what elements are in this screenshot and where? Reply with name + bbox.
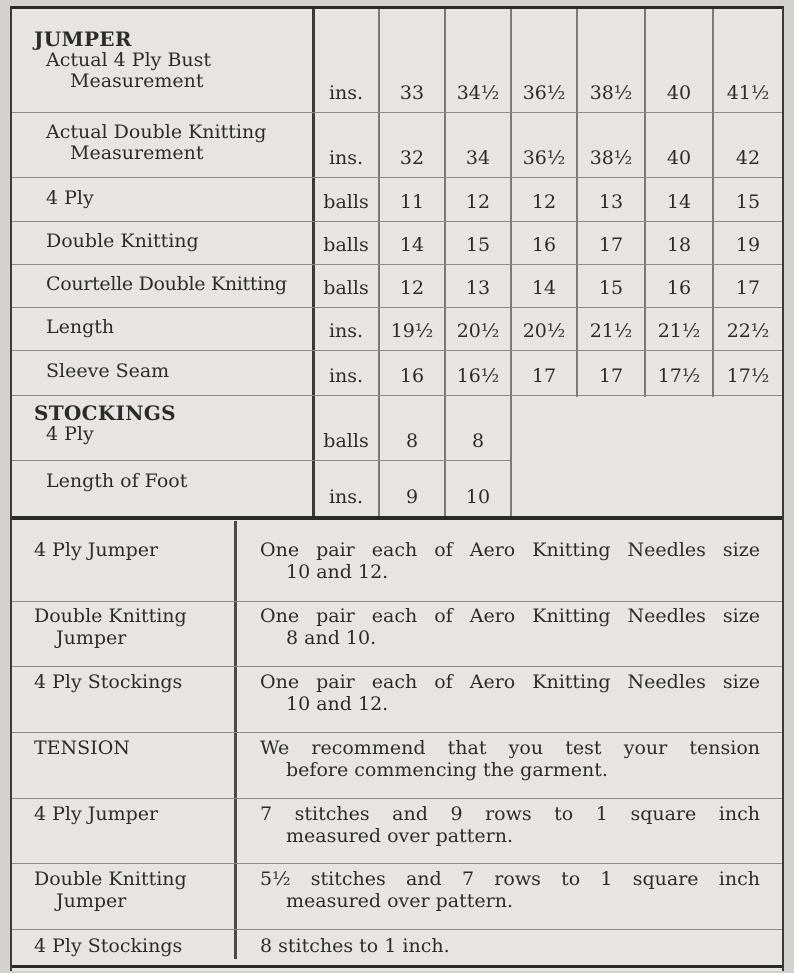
tension-text: 8 stitches to 1 inch. — [260, 935, 450, 957]
size-value: 13 — [465, 277, 491, 299]
size-value: 22½ — [726, 320, 770, 342]
size-value: 42 — [735, 147, 761, 169]
size-value: 20½ — [522, 320, 566, 342]
size-value: 32 — [399, 147, 425, 169]
size-value: 12 — [399, 277, 425, 299]
size-value: 38½ — [589, 147, 633, 169]
tension-label: Double Knitting Jumper — [34, 868, 187, 912]
size-value: 15 — [735, 191, 761, 213]
needles-col-divider — [234, 521, 237, 959]
size-value: 11 — [399, 191, 425, 213]
needles-row-label: 4 Ply Jumper — [34, 539, 159, 561]
size-value: 17 — [598, 365, 624, 387]
needles-row-text: One pair each of Aero Knitting Needles size 10 and 12. — [260, 671, 760, 715]
row-divider — [12, 666, 782, 667]
knitting-pattern-page — [10, 6, 784, 971]
row-label-courtelle-balls: Courtelle Double Knitting — [46, 273, 287, 295]
size-value: 33 — [399, 82, 425, 104]
row-divider — [12, 601, 782, 602]
size-value: 36½ — [522, 147, 566, 169]
size-value: 34½ — [456, 82, 500, 104]
size-value: 9 — [405, 486, 419, 508]
size-value: 18 — [666, 234, 692, 256]
size-value: 21½ — [657, 320, 701, 342]
unit: balls — [323, 234, 369, 256]
needles-row-text: One pair each of Aero Knitting Needles size 10 and 12. — [260, 539, 760, 583]
row-label-bust-4ply: JUMPER Actual 4 Ply Bust Measurement — [12, 29, 312, 92]
row-label-sleeve-seam: Sleeve Seam — [46, 360, 170, 382]
section-heading-jumper: JUMPER — [34, 27, 132, 51]
section-divider — [12, 516, 782, 520]
size-value: 10 — [465, 486, 491, 508]
tension-label: 4 Ply Stockings — [34, 935, 183, 957]
bottom-border — [12, 965, 782, 968]
tension-text: 5½ stitches and 7 rows to 1 square inch measured over pattern. — [260, 868, 760, 912]
section-heading-stockings: STOCKINGS — [34, 401, 176, 425]
size-value: 15 — [598, 277, 624, 299]
size-value: 38½ — [589, 82, 633, 104]
size-value: 19 — [735, 234, 761, 256]
size-value: 12 — [465, 191, 491, 213]
size-value: 40 — [666, 147, 692, 169]
tension-label: TENSION — [34, 737, 130, 759]
size-value: 16 — [531, 234, 557, 256]
unit: ins. — [328, 365, 364, 387]
unit: ins. — [328, 486, 364, 508]
size-value: 19½ — [390, 320, 434, 342]
size-value: 16½ — [456, 365, 500, 387]
row-divider — [12, 929, 782, 930]
unit: balls — [323, 277, 369, 299]
unit: balls — [323, 430, 369, 452]
unit: ins. — [328, 147, 364, 169]
row-divider — [12, 732, 782, 733]
size-value: 41½ — [726, 82, 770, 104]
size-value: 15 — [465, 234, 491, 256]
needles-row-label: Double Knitting Jumper — [34, 605, 187, 649]
unit: ins. — [328, 320, 364, 342]
tension-text: 7 stitches and 9 rows to 1 square inch measured over pattern. — [260, 803, 760, 847]
size-value: 17 — [598, 234, 624, 256]
size-value: 8 — [471, 430, 485, 452]
row-label-dk-measurement: Actual Double Knitting Measurement — [46, 121, 267, 164]
size-value: 14 — [666, 191, 692, 213]
sizes-table — [12, 9, 782, 519]
size-value: 36½ — [522, 82, 566, 104]
size-value: 13 — [598, 191, 624, 213]
unit: ins. — [328, 82, 364, 104]
size-value: 17½ — [657, 365, 701, 387]
size-value: 17 — [531, 365, 557, 387]
needles-row-text: One pair each of Aero Knitting Needles size 8 and 10. — [260, 605, 760, 649]
needles-row-label: 4 Ply Stockings — [34, 671, 183, 693]
size-value: 16 — [399, 365, 425, 387]
row-label-length-of-foot: Length of Foot — [46, 470, 188, 492]
size-value: 21½ — [589, 320, 633, 342]
size-value: 12 — [531, 191, 557, 213]
tension-text: We recommend that you test your tension before commencing the garment. — [260, 737, 760, 781]
size-value: 14 — [531, 277, 557, 299]
size-value: 17½ — [726, 365, 770, 387]
row-label-4ply-balls: 4 Ply — [46, 187, 94, 209]
tension-label: 4 Ply Jumper — [34, 803, 159, 825]
row-divider — [12, 798, 782, 799]
size-value: 8 — [405, 430, 419, 452]
unit: balls — [323, 191, 369, 213]
row-divider — [12, 863, 782, 864]
size-value: 40 — [666, 82, 692, 104]
row-label-dk-balls: Double Knitting — [46, 230, 199, 252]
size-value: 34 — [465, 147, 491, 169]
size-value: 20½ — [456, 320, 500, 342]
size-value: 14 — [399, 234, 425, 256]
row-label-stockings-4ply: STOCKINGS 4 Ply — [12, 403, 312, 445]
size-value: 17 — [735, 277, 761, 299]
row-label-length: Length — [46, 316, 115, 338]
size-value: 16 — [666, 277, 692, 299]
